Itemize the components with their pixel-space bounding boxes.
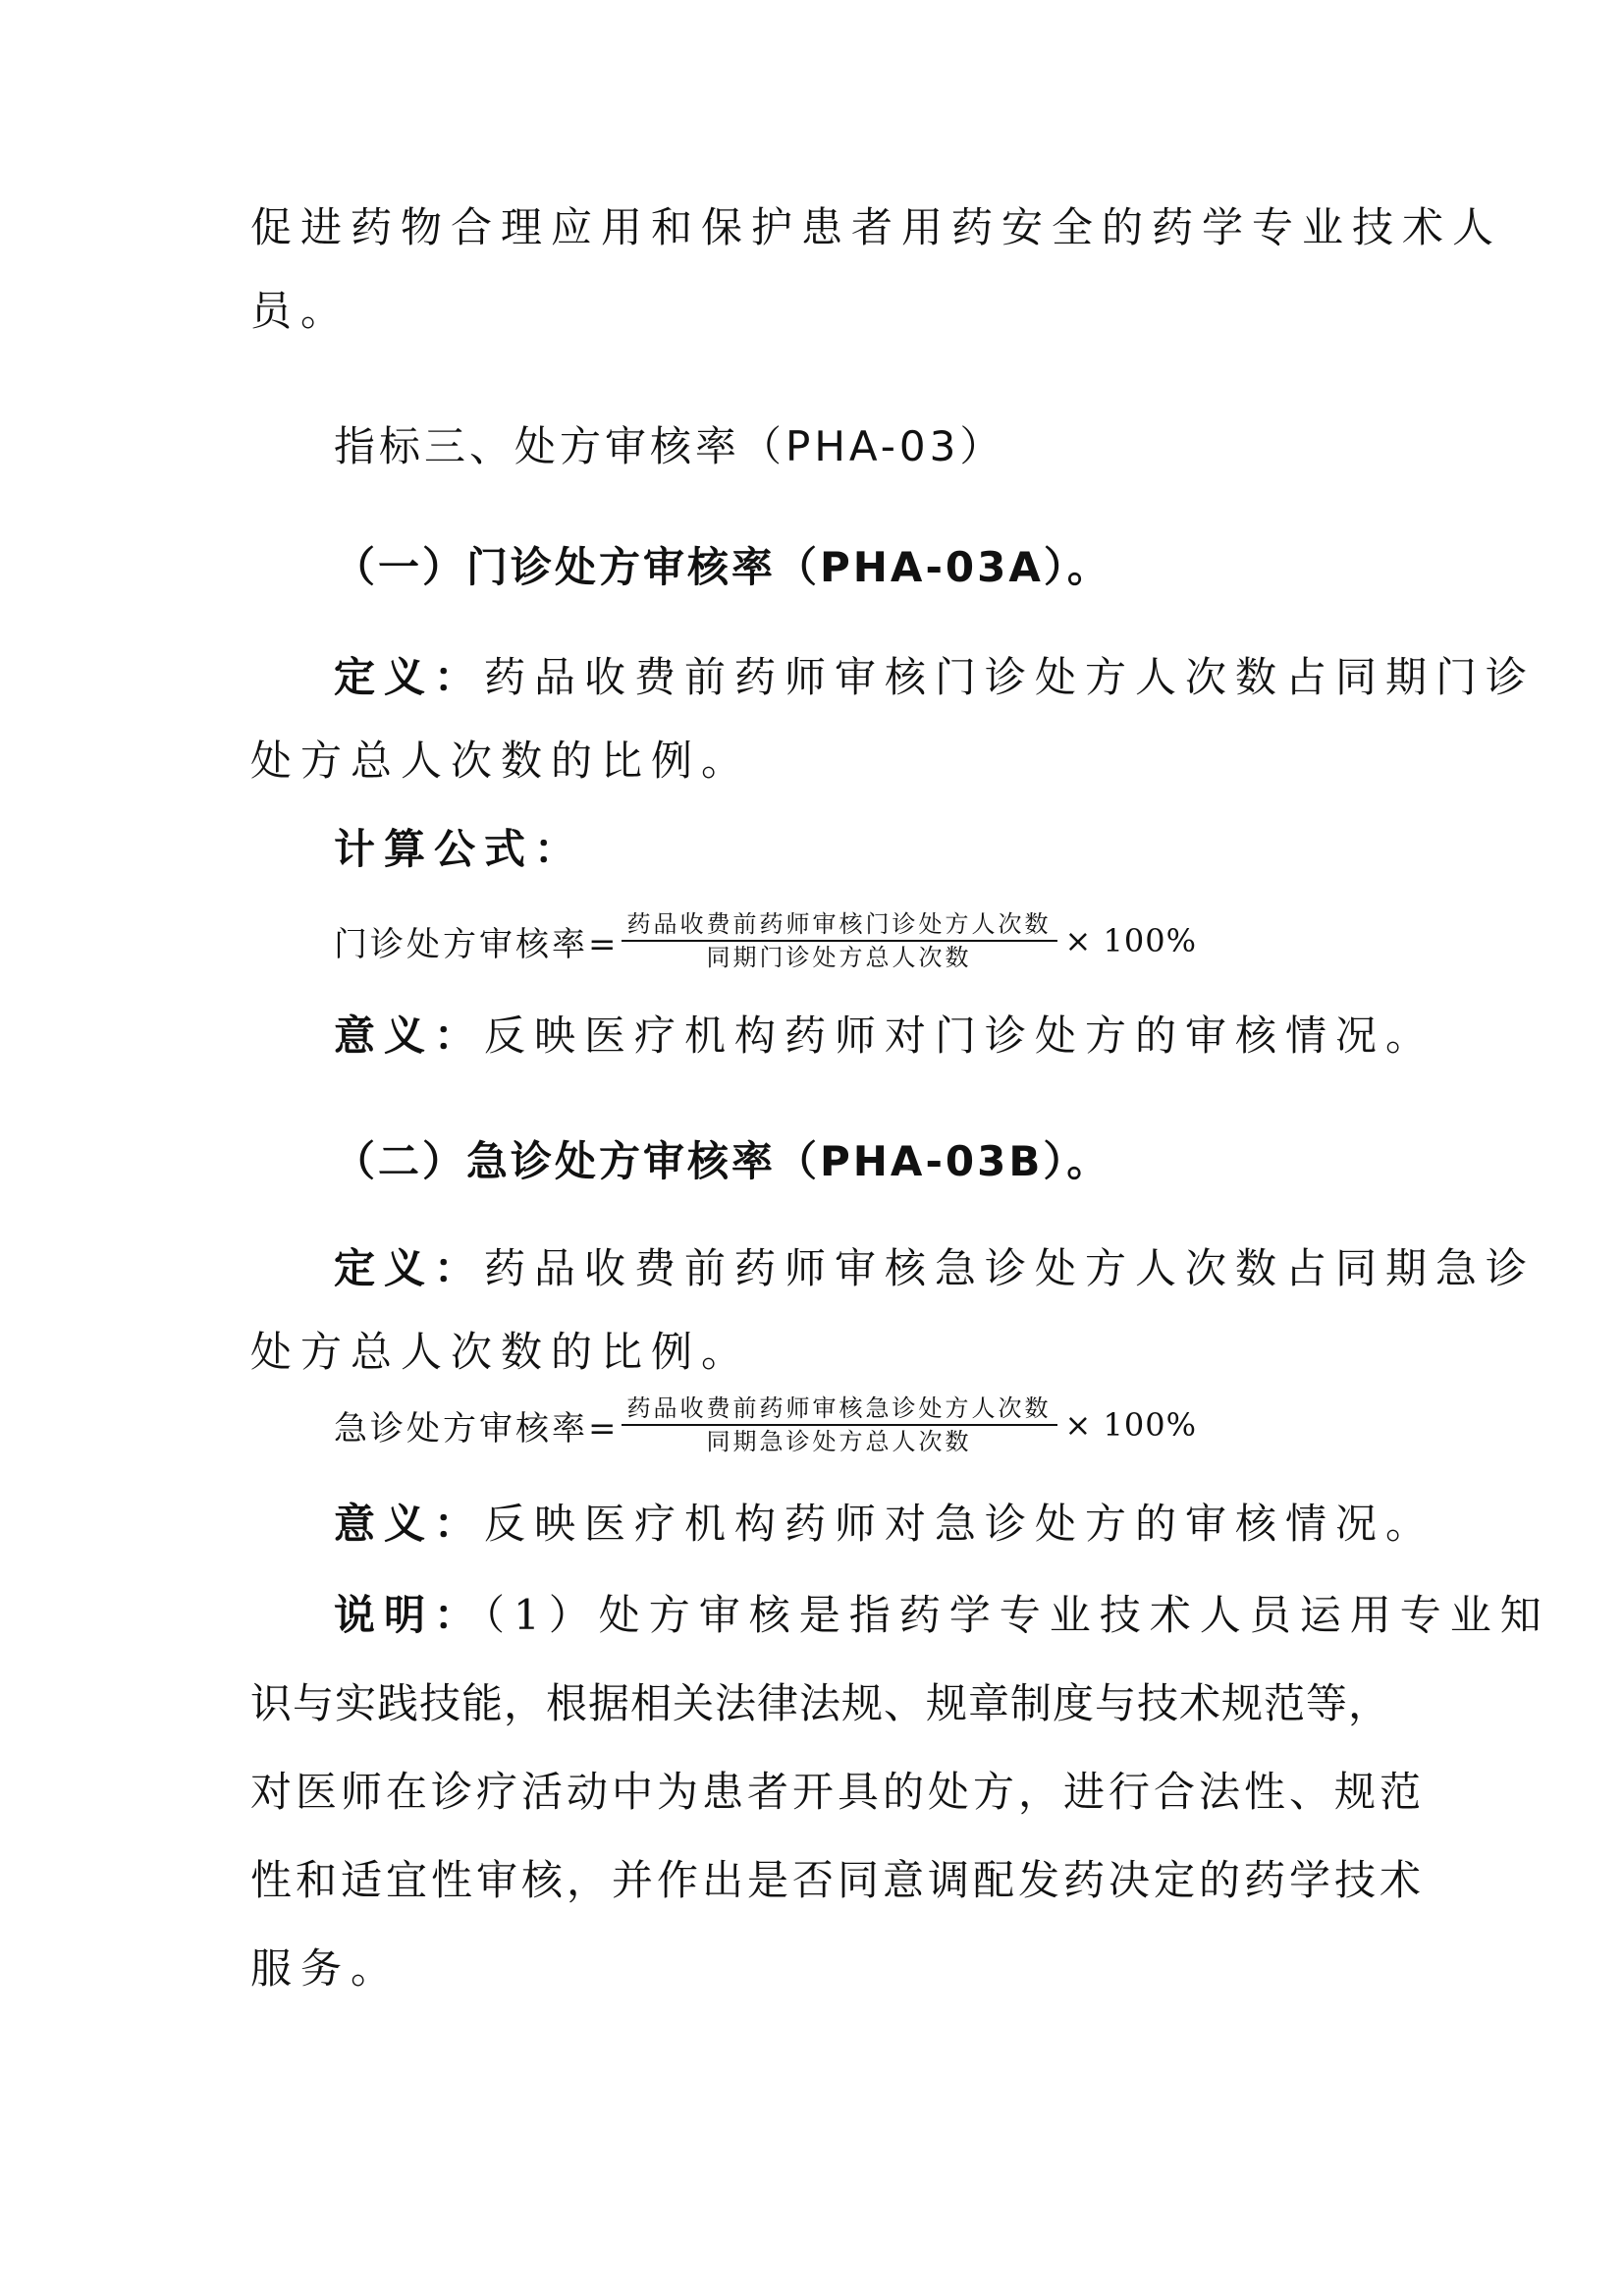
meaning-text: 反映医疗机构药师对门诊处方的审核情况。: [484, 1011, 1436, 1060]
intro-line-2: 员。: [250, 287, 352, 335]
formula-numerator: 药品收费前药师审核急诊处方人次数: [626, 1394, 1052, 1422]
formula-multiplier: × 100%: [1064, 922, 1197, 959]
definition-label: 定义：: [334, 653, 485, 701]
note-line-5: 服务。: [250, 1944, 402, 1993]
note-line-4: 性和适宜性审核，并作出是否同意调配发药决定的药学技术: [250, 1856, 1426, 1904]
emergency-meaning: [334, 1495, 1435, 1554]
note-line-1: [334, 1586, 1550, 1645]
meaning-text: 反映医疗机构药师对急诊处方的审核情况。: [484, 1500, 1436, 1548]
indicator-title: 指标三、处方审核率（PHA-03）: [334, 422, 1005, 470]
outpatient-meaning: [334, 1007, 1435, 1066]
emergency-heading: （二）急诊处方审核率（PHA-03B）。: [334, 1137, 1111, 1185]
meaning-label: 意义：: [334, 1500, 485, 1548]
emergency-definition-line-1: [334, 1239, 1536, 1298]
meaning-label: 意义：: [334, 1011, 485, 1060]
emergency-formula: [334, 1393, 1197, 1457]
formula-fraction: [622, 908, 1057, 973]
definition-text: 药品收费前药师审核急诊处方人次数占同期急诊: [484, 1244, 1537, 1292]
definition-text: 药品收费前药师审核门诊处方人次数占同期门诊: [484, 653, 1537, 701]
note-text: （1）处方审核是指药学专业技术人员运用专业知: [484, 1591, 1550, 1639]
formula-denominator: 同期门诊处方总人次数: [706, 944, 972, 971]
emergency-definition-line-2: 处方总人次数的比例。: [250, 1328, 752, 1376]
definition-label: 定义：: [334, 1244, 485, 1292]
note-line-2: 识与实践技能，根据相关法律法规、规章制度与技术规范等，: [250, 1679, 1391, 1727]
outpatient-definition-line-2: 处方总人次数的比例。: [250, 737, 752, 785]
formula-lhs: 急诊处方审核率=: [334, 1408, 620, 1449]
formula-denominator: 同期急诊处方总人次数: [706, 1428, 972, 1455]
intro-line-1: 促进药物合理应用和保护患者用药安全的药学专业技术人: [250, 203, 1503, 251]
outpatient-formula: [334, 908, 1197, 973]
formula-numerator: 药品收费前药师审核门诊处方人次数: [626, 910, 1052, 938]
note-label: 说明：: [334, 1591, 485, 1639]
formula-label: 计算公式：: [334, 825, 585, 873]
outpatient-definition-line-1: [334, 648, 1536, 707]
note-line-3: 对医师在诊疗活动中为患者开具的处方，进行合法性、规范: [250, 1768, 1426, 1816]
formula-multiplier: × 100%: [1064, 1406, 1197, 1444]
outpatient-heading: （一）门诊处方审核率（PHA-03A）。: [334, 543, 1111, 591]
formula-lhs: 门诊处方审核率=: [334, 924, 620, 964]
formula-fraction: [622, 1393, 1057, 1457]
